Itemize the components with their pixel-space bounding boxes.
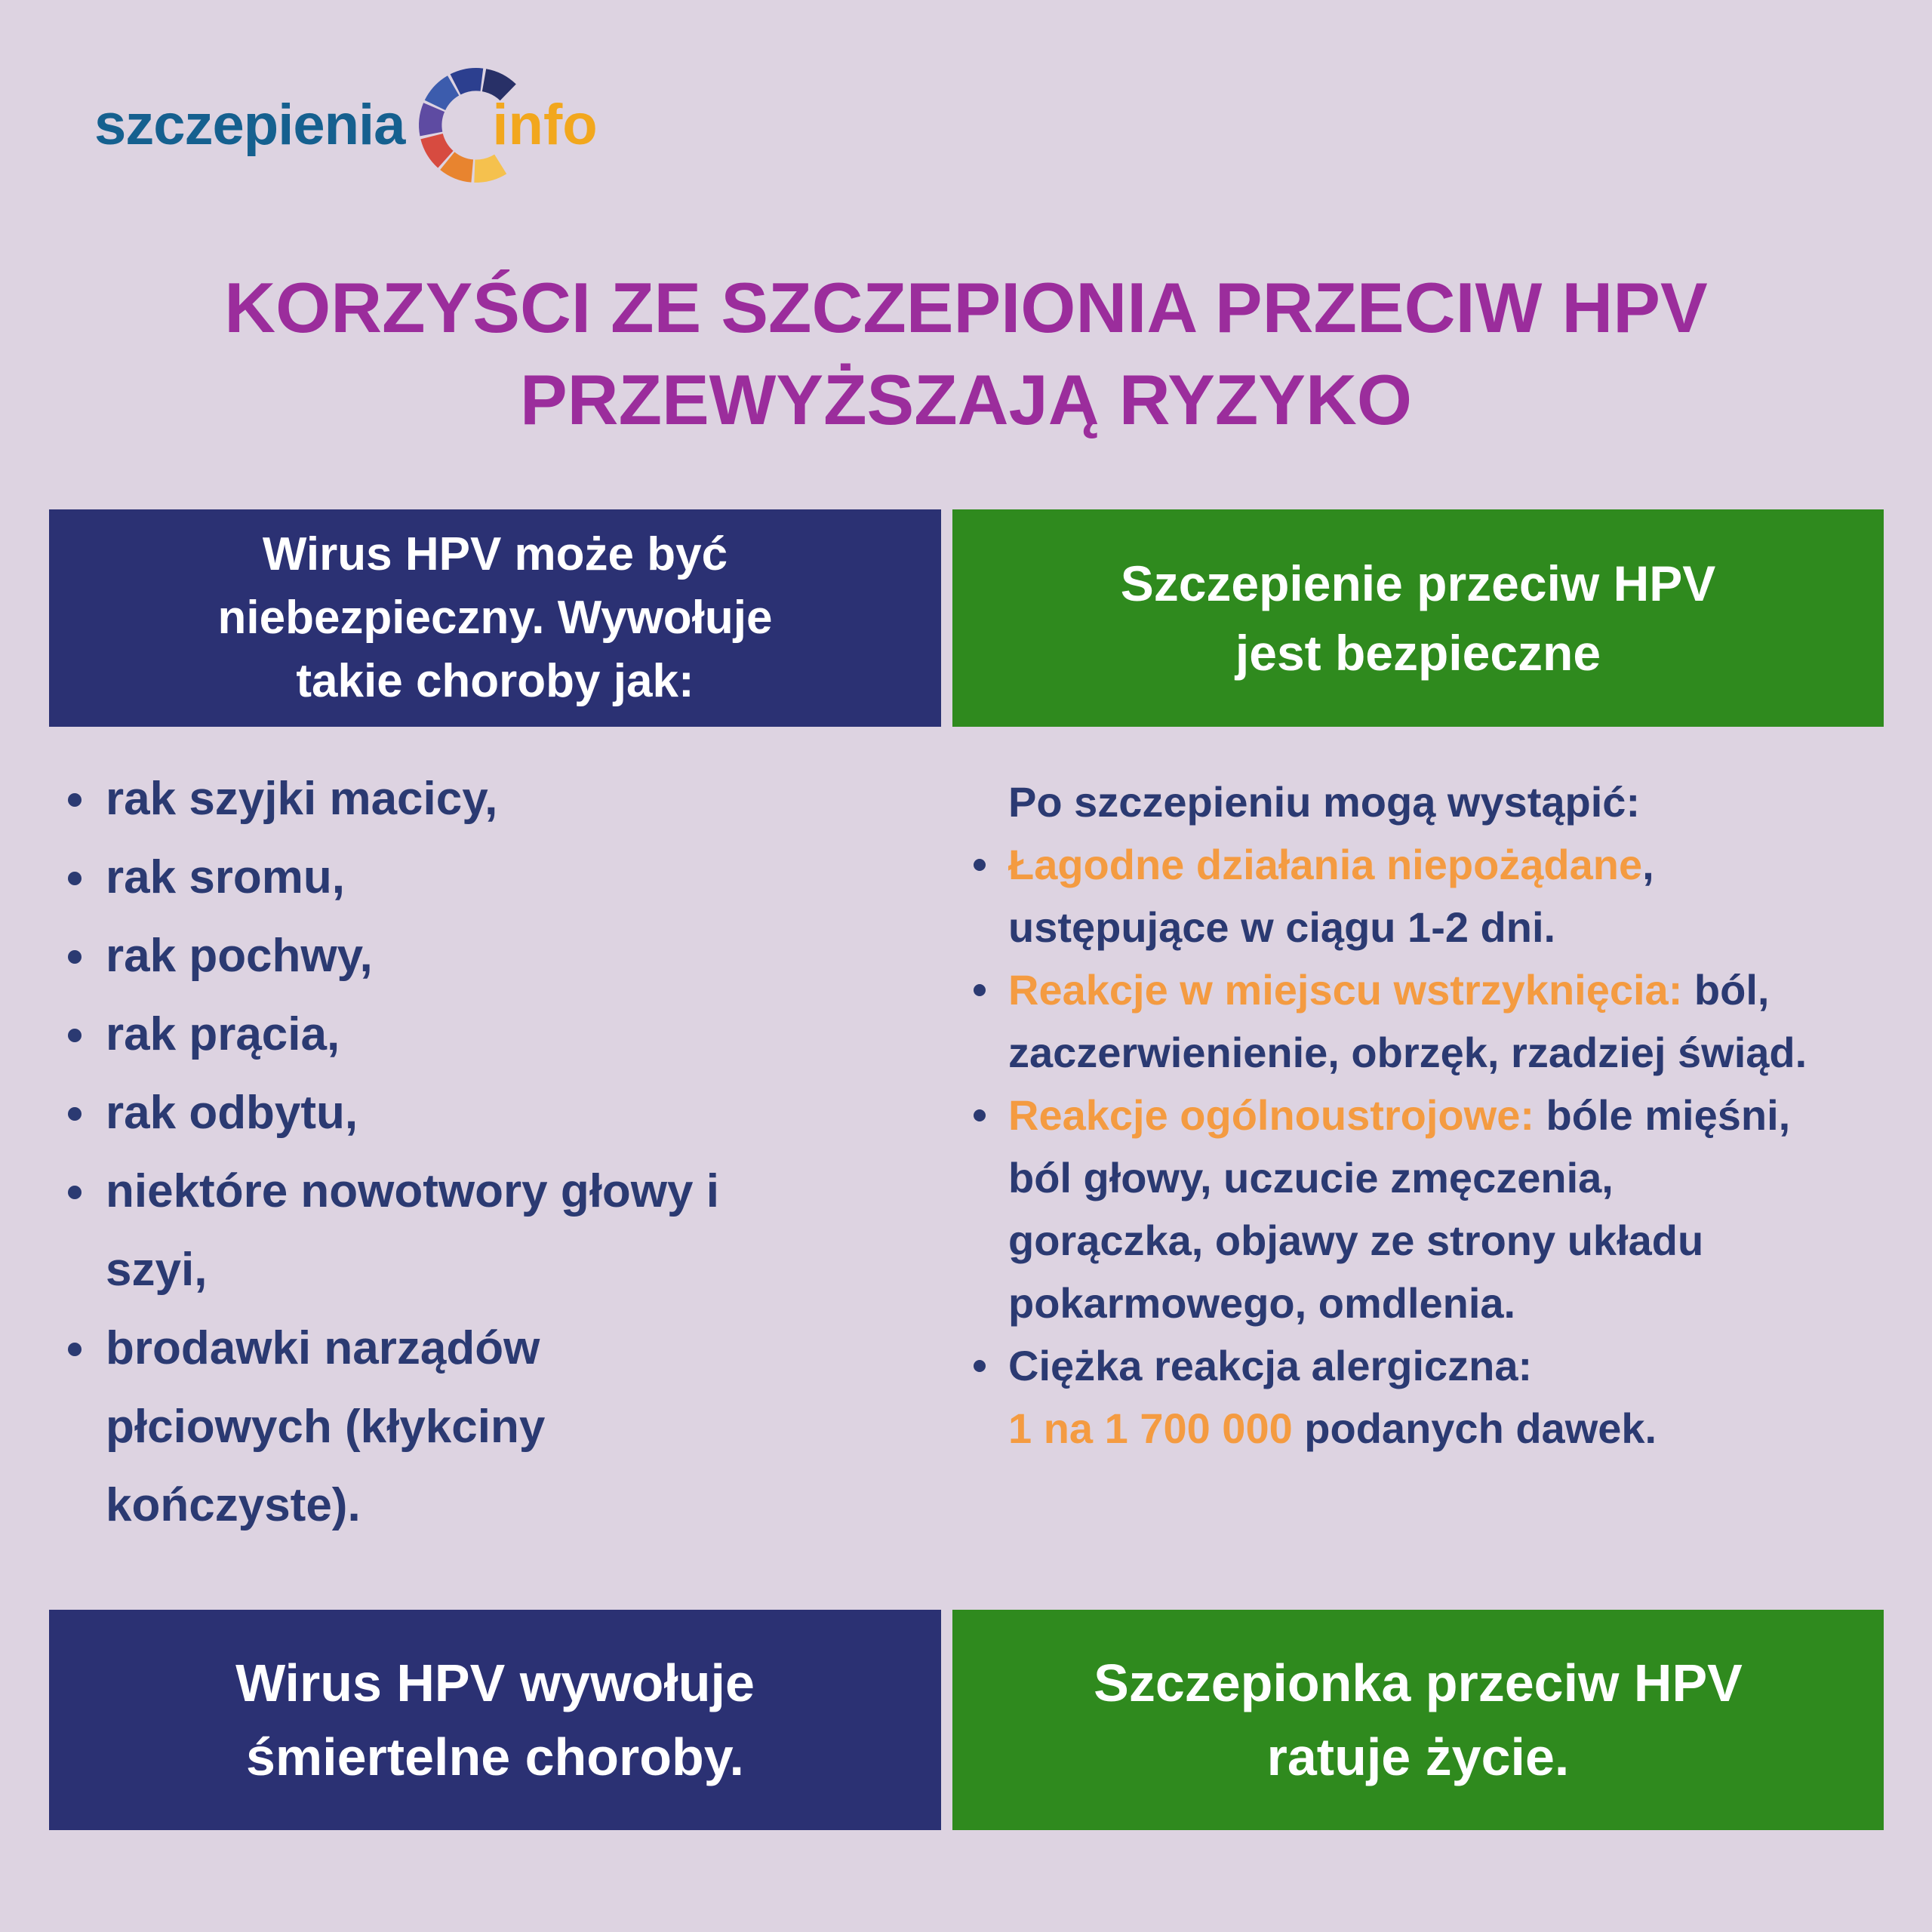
page-title-line2: PRZEWYŻSZAJĄ RYZYKO xyxy=(519,360,1413,439)
disease-item-text: rak prącia, xyxy=(106,1008,340,1060)
virus-footer-box xyxy=(49,1610,941,1830)
bullet-dot-icon xyxy=(974,984,986,996)
side-effect-text xyxy=(1008,1334,1657,1460)
bullet-dot-icon xyxy=(68,1029,82,1042)
list-item xyxy=(68,1074,941,1152)
virus-column xyxy=(49,509,941,1830)
logo-arc-segment-orange xyxy=(448,161,472,171)
list-item xyxy=(974,958,1884,1084)
run: Reakcje w miejscu wstrzyknięcia: xyxy=(1008,966,1683,1014)
list-item xyxy=(68,838,941,917)
bullet-dot-icon xyxy=(68,950,82,964)
run: , ustępujące w ciągu 1-2 dni. xyxy=(1008,841,1654,951)
vaccine-footer-text: Szczepionka przeciw HPV ratuje życie. xyxy=(1094,1654,1743,1786)
list-item xyxy=(974,1084,1884,1334)
page-title-line1: KORZYŚCI ZE SZCZEPIONIA PRZECIW HPV xyxy=(224,268,1708,347)
vaccine-header-box xyxy=(952,509,1884,727)
list-item xyxy=(974,833,1884,958)
run: bóle mięśni, ból głowy, uczucie zmęczenia, gorączka, objawy ze strony układu pokarmowego, omdlenia. xyxy=(1008,1091,1791,1327)
run: podanych dawek. xyxy=(1292,1404,1657,1452)
disease-item-text: rak szyjki macicy, xyxy=(106,773,498,825)
side-effect-text xyxy=(1008,833,1808,958)
bullet-dot-icon xyxy=(68,1107,82,1121)
list-item xyxy=(68,760,941,838)
logo-info-text: info xyxy=(492,93,598,157)
list-item xyxy=(68,1309,941,1545)
logo-arc-segment-navy xyxy=(456,79,482,85)
bullet-dot-icon xyxy=(974,1360,986,1372)
bullet-dot-icon xyxy=(974,859,986,871)
vaccine-header-text: Szczepienie przeciw HPV jest bezpieczne xyxy=(1120,555,1716,681)
bullet-dot-icon xyxy=(68,1186,82,1199)
list-item xyxy=(68,995,941,1074)
bullet-dot-icon xyxy=(68,872,82,885)
disease-list xyxy=(49,760,941,1545)
run: Reakcje ogólnoustrojowe: xyxy=(1008,1091,1534,1139)
logo xyxy=(94,64,598,186)
side-effects-intro: Po szczepieniu mogą wystąpić: xyxy=(1008,778,1641,826)
list-item xyxy=(68,1152,941,1309)
vaccine-column xyxy=(952,509,1884,1830)
disease-item-text: rak odbytu, xyxy=(106,1087,358,1139)
vaccine-footer-box xyxy=(952,1610,1884,1830)
bullet-dot-icon xyxy=(974,1109,986,1121)
logo-arc-icon xyxy=(415,64,598,186)
virus-footer-text: Wirus HPV wywołuje śmiertelne choroby. xyxy=(235,1654,755,1786)
run: ból, zaczerwienienie, obrzęk, rzadziej świąd. xyxy=(1008,966,1807,1076)
bullet-dot-icon xyxy=(68,793,82,807)
virus-header-text: Wirus HPV może być niebezpieczny. Wywołuje takie choroby jak: xyxy=(217,528,773,707)
logo-arc-segment-royal xyxy=(435,85,454,105)
run: Ciężka reakcja alergiczna: xyxy=(1008,1342,1533,1389)
disease-item-text: rak pochwy, xyxy=(106,930,373,982)
bullet-dot-icon xyxy=(68,1343,82,1356)
virus-header-box xyxy=(49,509,941,727)
list-item xyxy=(974,1334,1884,1460)
disease-item-text: niektóre nowotwory głowy i szyi, xyxy=(106,1165,719,1296)
run: Łagodne działania niepożądane xyxy=(1008,841,1643,888)
disease-item-text: rak sromu, xyxy=(106,851,346,903)
logo-arc-segment-purple xyxy=(431,107,435,134)
side-effect-text xyxy=(1008,958,1808,1084)
side-effects-section xyxy=(952,771,1884,1460)
content-grid xyxy=(49,509,1884,1830)
page-title xyxy=(0,262,1932,446)
run: 1 na 1 700 000 xyxy=(1008,1404,1293,1452)
side-effects-list xyxy=(974,833,1884,1460)
logo-brand-text: szczepienia xyxy=(94,93,405,157)
logo-arc-segment-red xyxy=(432,137,445,159)
list-item xyxy=(68,917,941,995)
disease-item-text: brodawki narządów płciowych (kłykciny kończyste). xyxy=(106,1322,546,1531)
side-effect-text xyxy=(1008,1084,1808,1334)
